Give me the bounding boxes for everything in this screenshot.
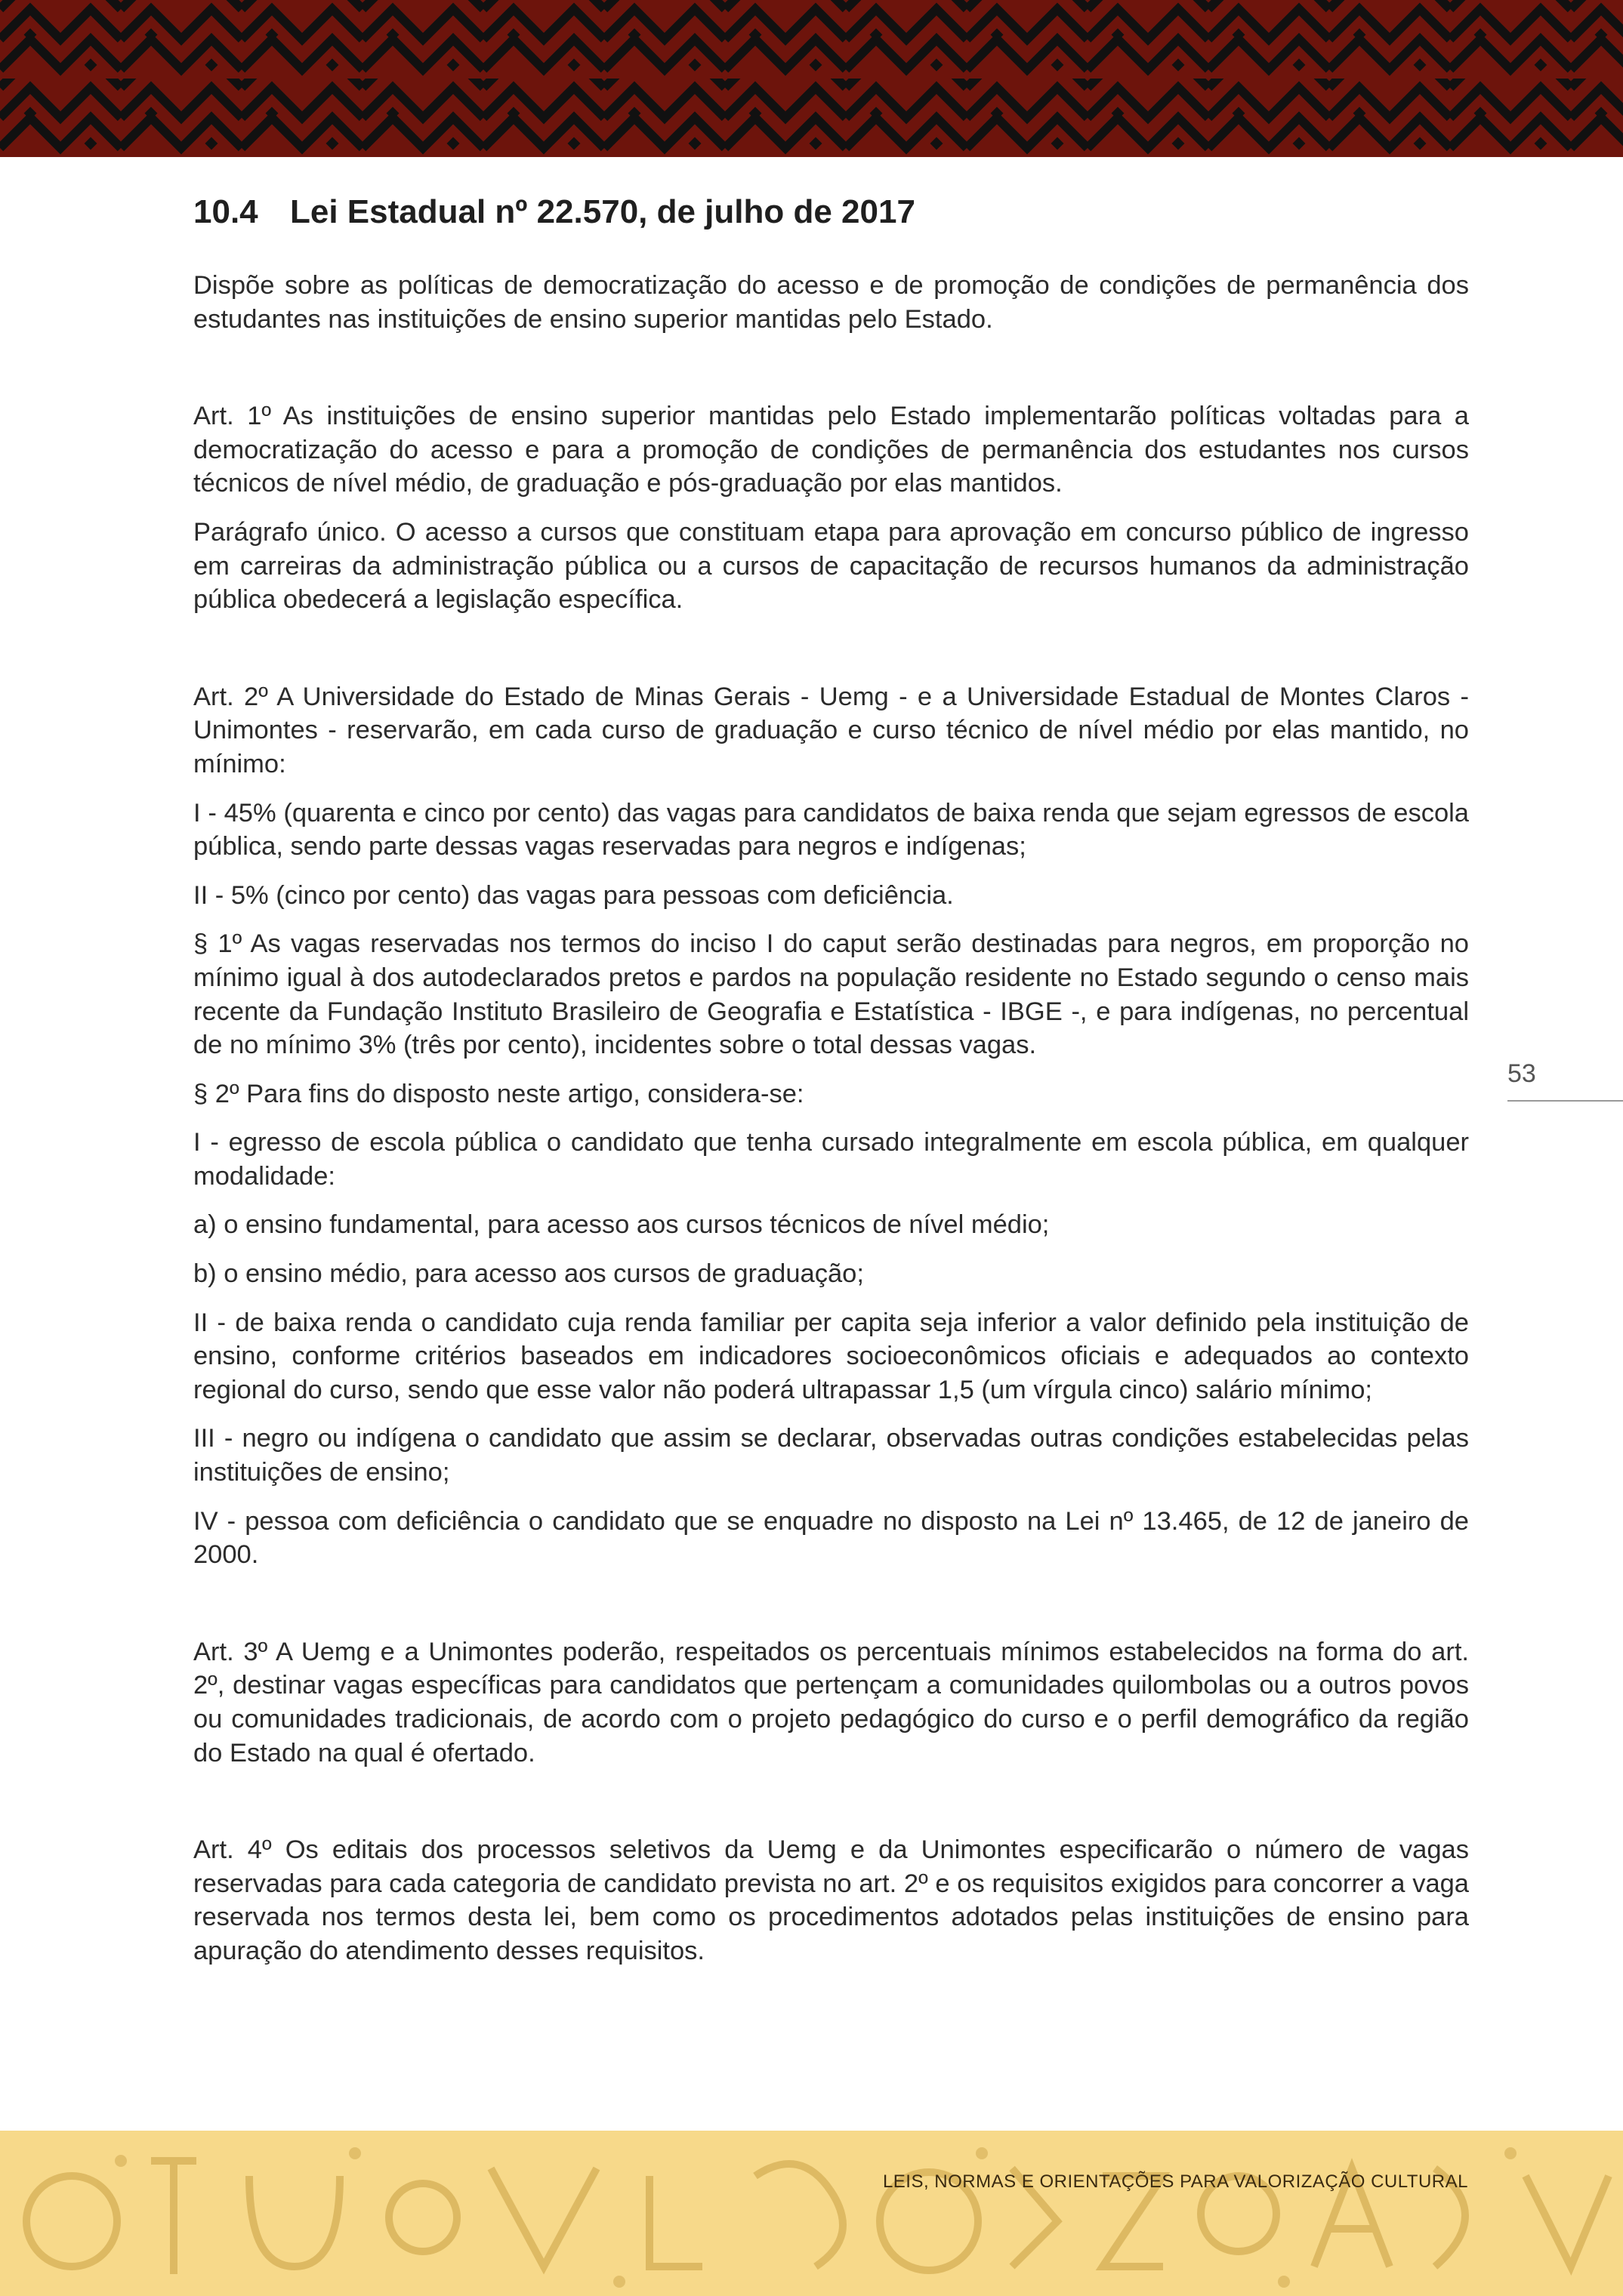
article-1-sole-paragraph: Parágrafo único. O acesso a cursos que constituam etapa para aprovação em concurso público de ingresso em carreiras da administração pública ou a cursos de capacitação de recursos humanos da administração pública obedecerá a legislação específica. [193, 517, 1469, 615]
definition-item-4: IV - pessoa com deficiência o candidato que se enquadre no disposto na Lei nº 13.465, de 12 de janeiro de 2000. [193, 1506, 1469, 1570]
article-3: Art. 3º A Uemg e a Unimontes poderão, respeitados os percentuais mínimos estabelecidos na forma do art. 2º, destinar vagas específicas para candidatos que pertençam a comunidades quilombolas ou a outros povos ou comunidades tradicionais, de acordo com o projeto pedagógico do curso e o perfil demográfico da região do Estado na qual é ofertado. [193, 1637, 1469, 1767]
law-summary: Dispõe sobre as políticas de democratização do acesso e de promoção de condições de permanência dos estudantes nas instituições de ensino superior mantidas pelo Estado. [193, 271, 1469, 334]
footer-caption: LEIS, NORMAS E ORIENTAÇÕES PARA VALORIZAÇÃO CULTURAL [882, 2171, 1468, 2192]
section-title: Lei Estadual nº 22.570, de julho de 2017 [290, 193, 915, 230]
article-2-paragraph-2: § 2º Para fins do disposto neste artigo, considera-se: [193, 1079, 804, 1108]
article-2: Art. 2º A Universidade do Estado de Minas Gerais - Uemg - e a Universidade Estadual de Montes Claros - Unimontes - reservarão, em cada curso de graduação e curso técnico de nível médio por elas mantido, no mínimo: [193, 682, 1469, 778]
definition-item-1: I - egresso de escola pública o candidato que tenha cursado integralmente em escola pública, em qualquer modalidade: [193, 1128, 1469, 1191]
article-2-paragraph-1: § 1º As vagas reservadas nos termos do inciso I do caput serão destinadas para negros, em proporção no mínimo igual à dos autodeclarados pretos e pardos na população residente no Estado segundo o censo mais recente da Fundação Instituto Brasileiro de Geografia e Estatística - IBGE -, e para indígenas, no percentual de no mínimo 3% (três por cento), incidentes sobre o total dessas vagas. [193, 929, 1469, 1060]
article-4: Art. 4º Os editais dos processos seletivos da Uemg e da Unimontes especificarão o número de vagas reservadas para cada categoria de candidato prevista no art. 2º e os requisitos exigidos para concorrer a vaga reservada nos termos desta lei, bem como os procedimentos adotados pelas instituições de ensino para apuração do atendimento desses requisitos. [193, 1835, 1469, 1965]
section-heading [193, 193, 915, 231]
law-body [193, 269, 1469, 1983]
header-pattern-band [0, 0, 1623, 157]
section-number: 10.4 [193, 193, 258, 230]
footer-pattern-band [0, 2131, 1623, 2296]
definition-item-a: a) o ensino fundamental, para acesso aos cursos técnicos de nível médio; [193, 1210, 1050, 1240]
definition-item-3: III - negro ou indígena o candidato que assim se declarar, observadas outras condições estabelecidas pelas instituições de ensino; [193, 1424, 1469, 1487]
definition-item-2: II - de baixa renda o candidato cuja renda familiar per capita seja inferior a valor definido pela instituição de ensino, conforme critérios baseados em indicadores socioeconômicos oficiais e adequados ao contexto regional do curso, sendo que esse valor não poderá ultrapassar 1,5 (um vírgula cinco) salário mínimo; [193, 1308, 1469, 1404]
article-1: Art. 1º As instituições de ensino superior mantidas pelo Estado implementarão políticas voltadas para a democratização do acesso e para a promoção de condições de permanência dos estudantes nos cursos técnicos de nível médio, de graduação e pós-graduação por elas mantidos. [193, 402, 1469, 498]
page-number: 53 [1507, 1059, 1536, 1088]
definition-item-b: b) o ensino médio, para acesso aos cursos de graduação; [193, 1259, 864, 1289]
article-2-item-1: I - 45% (quarenta e cinco por cento) das vagas para candidatos de baixa renda que sejam egressos de escola pública, sendo parte dessas vagas reservadas para negros e indígenas; [193, 798, 1469, 861]
article-2-item-2: II - 5% (cinco por cento) das vagas para pessoas com deficiência. [193, 880, 954, 910]
page-number-rule [1507, 1100, 1623, 1102]
